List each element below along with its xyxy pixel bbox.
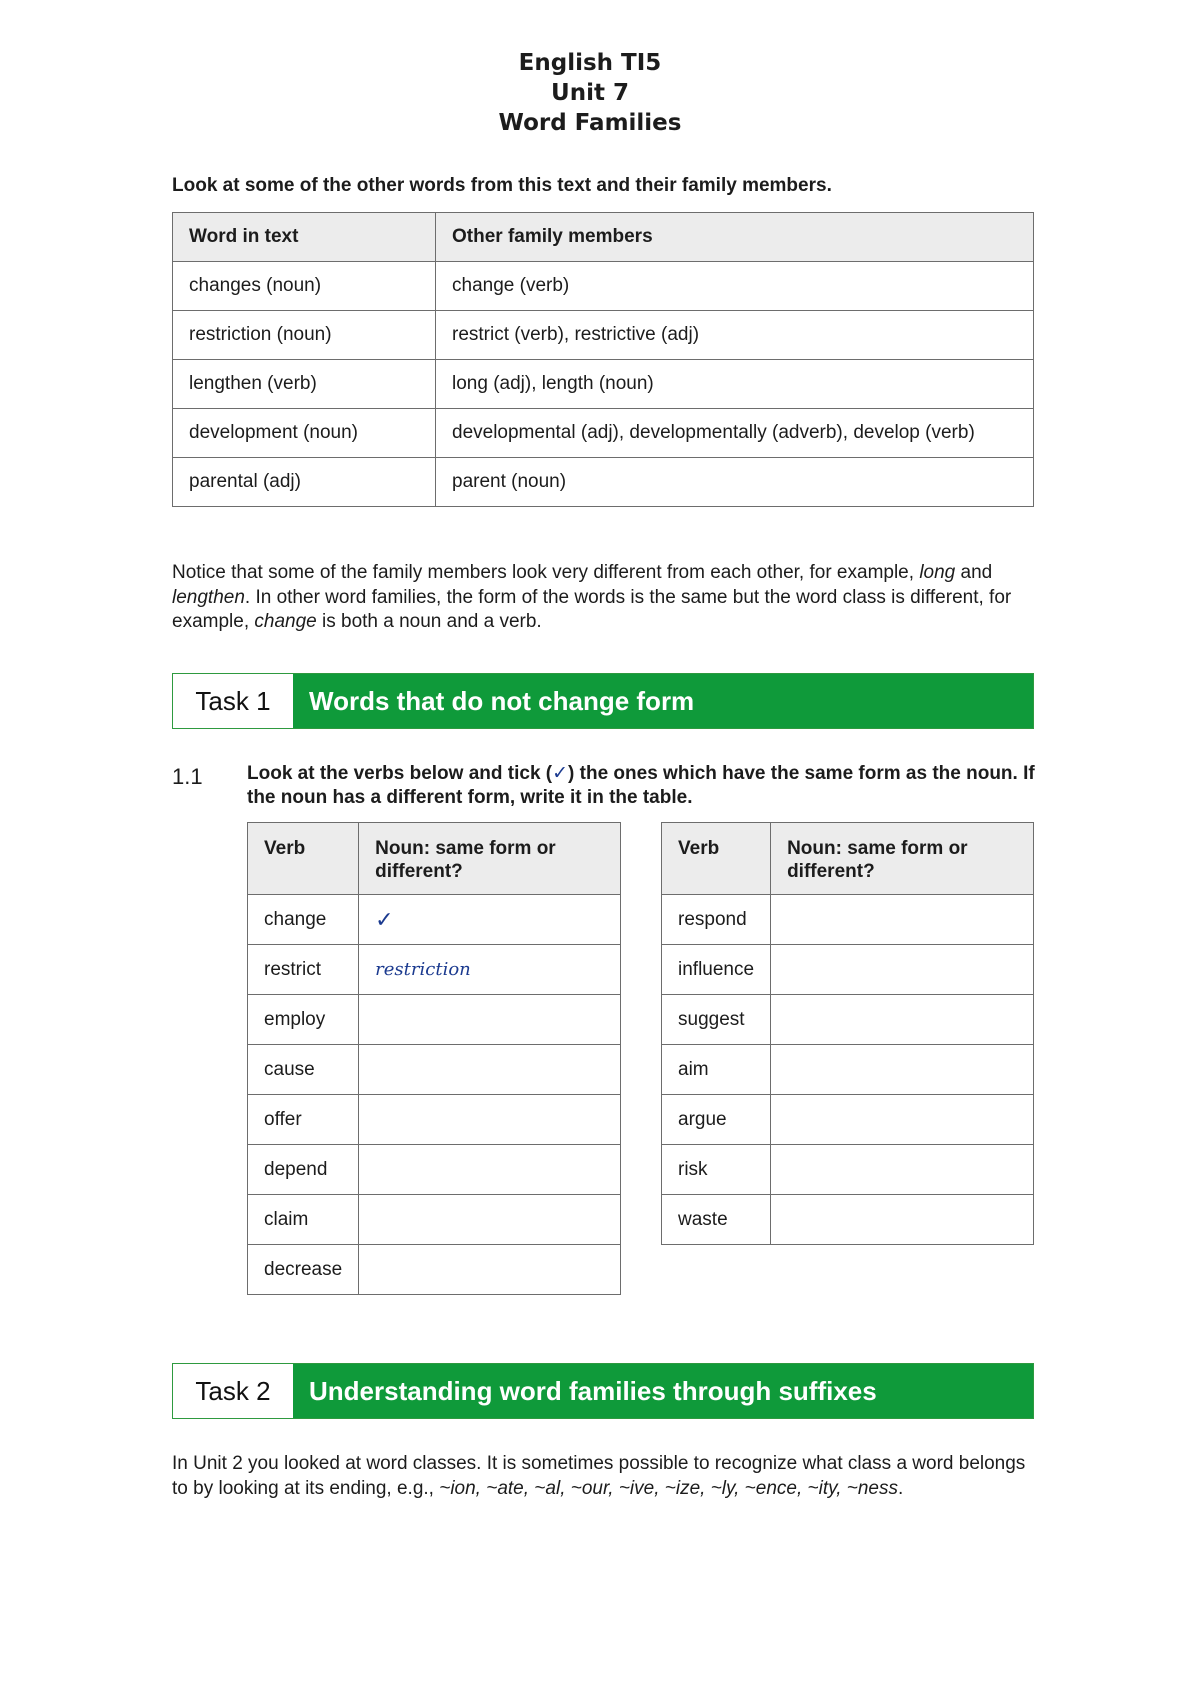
task2-paragraph <box>172 1452 1042 1501</box>
column-header-noun: Noun: same form or different? <box>771 823 1034 895</box>
verb-cell: offer <box>248 1095 359 1145</box>
verb-cell: depend <box>248 1145 359 1195</box>
table-row <box>662 1195 1034 1245</box>
answer-cell-handwritten[interactable]: restriction <box>359 945 621 995</box>
table-cell-family: long (adj), length (noun) <box>436 360 1034 409</box>
table-cell-family: change (verb) <box>436 262 1034 311</box>
verb-cell: change <box>248 895 359 945</box>
verb-cell: influence <box>662 945 771 995</box>
answer-cell[interactable] <box>359 1195 621 1245</box>
table-header-row <box>173 213 1034 262</box>
notice-example-long: long <box>919 562 956 583</box>
answer-cell[interactable] <box>771 945 1034 995</box>
table-row <box>662 995 1034 1045</box>
answer-cell[interactable] <box>771 1145 1034 1195</box>
answer-cell[interactable] <box>771 895 1034 945</box>
column-header-family-members: Other family members <box>436 213 1034 262</box>
notice-text-1: Notice that some of the family members look very different from each other, for example, <box>172 562 920 583</box>
verb-table-left <box>247 822 621 1295</box>
table-row <box>173 262 1034 311</box>
notice-text-2: . In other word families, the form of the words is the same but the word class is different, for example, <box>172 586 1012 632</box>
table-cell-word: lengthen (verb) <box>173 360 436 409</box>
title-line-course: English TI5 <box>518 50 662 76</box>
column-header-word-in-text: Word in text <box>173 213 436 262</box>
intro-instruction: Look at some of the other words from this text and their family members. <box>172 175 832 196</box>
answer-cell[interactable] <box>359 1045 621 1095</box>
word-family-table <box>172 212 1034 507</box>
answer-cell[interactable] <box>359 1095 621 1145</box>
task1-banner <box>172 673 1034 729</box>
verb-cell: waste <box>662 1195 771 1245</box>
table-row <box>662 1145 1034 1195</box>
table-cell-word: development (noun) <box>173 409 436 458</box>
answer-cell[interactable] <box>771 1045 1034 1095</box>
table-row <box>173 409 1034 458</box>
table-row <box>248 895 621 945</box>
exercise-instruction <box>247 762 1037 810</box>
answer-cell[interactable] <box>359 995 621 1045</box>
table-row <box>248 1245 621 1295</box>
tick-icon: ✓ <box>552 763 569 784</box>
table-header-row <box>248 823 621 895</box>
notice-text-3: is both a noun and a verb. <box>316 611 542 632</box>
answer-cell[interactable] <box>771 1095 1034 1145</box>
table-row <box>248 1045 621 1095</box>
task2-text-2: . <box>898 1477 904 1499</box>
notice-text-and: and <box>955 562 993 583</box>
table-row <box>173 360 1034 409</box>
instruction-text-2: ) the ones which have the same form as the noun. If the noun has a different form, write it in the table. <box>247 763 1035 808</box>
column-header-verb: Verb <box>248 823 359 895</box>
table-cell-word: parental (adj) <box>173 458 436 507</box>
verb-cell: respond <box>662 895 771 945</box>
verb-cell: suggest <box>662 995 771 1045</box>
title-line-topic: Word Families <box>498 110 682 136</box>
task2-text-1: In Unit 2 you looked at word classes. It is sometimes possible to recognize what class a word belongs to by looking at its ending, e.g., <box>172 1453 1026 1499</box>
verb-cell: aim <box>662 1045 771 1095</box>
column-header-verb: Verb <box>662 823 771 895</box>
table-row <box>248 945 621 995</box>
table-row <box>662 895 1034 945</box>
table-row <box>662 1045 1034 1095</box>
task2-banner <box>172 1363 1034 1419</box>
answer-cell-tick[interactable]: ✓ <box>359 895 621 945</box>
table-row <box>248 1195 621 1245</box>
table-row <box>248 1095 621 1145</box>
table-row <box>662 945 1034 995</box>
table-header-row <box>662 823 1034 895</box>
verb-cell: employ <box>248 995 359 1045</box>
title-line-unit: Unit 7 <box>551 80 629 106</box>
table-row <box>248 1145 621 1195</box>
table-cell-family: parent (noun) <box>436 458 1034 507</box>
verb-cell: risk <box>662 1145 771 1195</box>
notice-example-lengthen: lengthen <box>172 586 245 608</box>
answer-cell[interactable] <box>771 995 1034 1045</box>
table-cell-family: restrict (verb), restrictive (adj) <box>436 311 1034 360</box>
table-cell-word: changes (noun) <box>173 262 436 311</box>
table-row <box>248 995 621 1045</box>
column-header-noun: Noun: same form or different? <box>359 823 621 895</box>
table-row <box>173 311 1034 360</box>
table-cell-family: developmental (adj), developmentally (adverb), develop (verb) <box>436 409 1034 458</box>
task2-number: Task 2 <box>173 1364 293 1418</box>
verb-cell: cause <box>248 1045 359 1095</box>
task1-title: Words that do not change form <box>293 674 1033 728</box>
verb-cell: argue <box>662 1095 771 1145</box>
task1-number: Task 1 <box>173 674 293 728</box>
table-cell-word: restriction (noun) <box>173 311 436 360</box>
table-row <box>662 1095 1034 1145</box>
suffix-list: ~ion, ~ate, ~al, ~our, ~ive, ~ize, ~ly, ~ence, ~ity, ~ness <box>439 1477 898 1499</box>
verb-cell: decrease <box>248 1245 359 1295</box>
page-title <box>0 48 1180 138</box>
answer-cell[interactable] <box>359 1245 621 1295</box>
instruction-text-1: Look at the verbs below and tick ( <box>247 763 553 784</box>
notice-example-change: change <box>254 611 317 632</box>
table-row <box>173 458 1034 507</box>
exercise-number: 1.1 <box>172 764 203 789</box>
verb-cell: claim <box>248 1195 359 1245</box>
answer-cell[interactable] <box>771 1195 1034 1245</box>
notice-paragraph <box>172 561 1042 635</box>
verb-cell: restrict <box>248 945 359 995</box>
answer-cell[interactable] <box>359 1145 621 1195</box>
verb-table-right <box>661 822 1034 1245</box>
task2-title: Understanding word families through suffixes <box>293 1364 1033 1418</box>
